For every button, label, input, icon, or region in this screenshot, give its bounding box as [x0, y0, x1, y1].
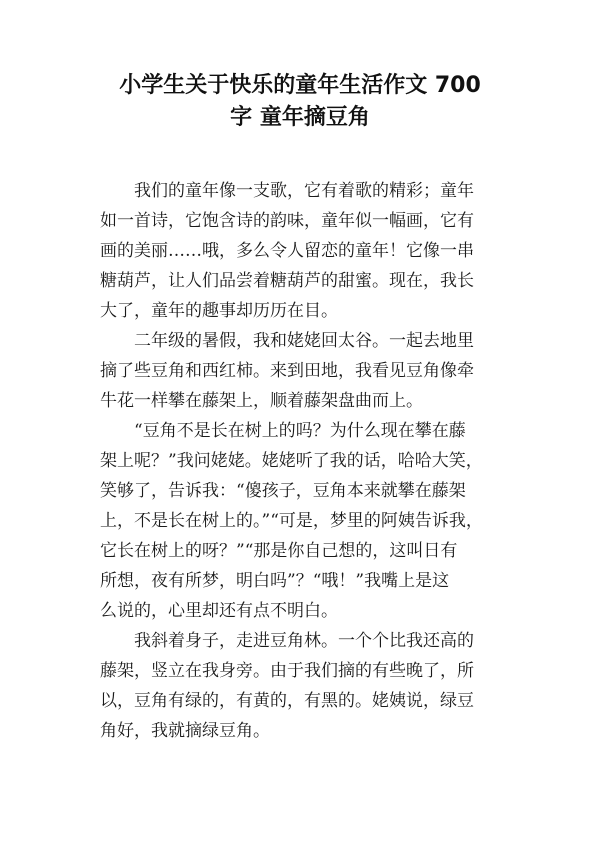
paragraph-line: 摘了些豆角和西红柿。来到田地，我看见豆角像牵	[100, 361, 474, 381]
paragraph-1	[100, 176, 510, 326]
paragraph-line: 大了，童年的趣事却历历在目。	[100, 301, 338, 321]
paragraph-line: 以，豆角有绿的，有黄的，有黑的。姥姨说，绿豆	[100, 691, 474, 711]
title-line-1: 小学生关于快乐的童年生活作文 700	[119, 73, 481, 98]
paragraph-3	[100, 416, 510, 626]
paragraph-2	[100, 326, 510, 416]
article-body	[100, 176, 510, 746]
paragraph-line: 画的美丽……哦，多么令人留恋的童年！它像一串	[100, 241, 474, 261]
paragraph-line: 我斜着身子，走进豆角林。一个个比我还高的	[134, 631, 474, 651]
paragraph-line: 糖葫芦，让人们品尝着糖葫芦的甜蜜。现在，我长	[100, 271, 474, 291]
paragraph-line: 它长在树上的呀？”“那是你自己想的，这叫日有	[100, 541, 458, 561]
paragraph-line: 角好，我就摘绿豆角。	[100, 721, 270, 741]
title-line-2: 字 童年摘豆角	[230, 105, 370, 130]
paragraph-line: 牛花一样攀在藤架上，顺着藤架盘曲而上。	[100, 391, 423, 411]
document-title	[80, 70, 520, 134]
paragraph-line: 么说的，心里却还有点不明白。	[100, 601, 338, 621]
paragraph-line: 笑够了，告诉我：“傻孩子，豆角本来就攀在藤架	[100, 481, 466, 501]
paragraph-line: “豆角不是长在树上的吗？为什么现在攀在藤	[134, 421, 466, 441]
paragraph-line: 我们的童年像一支歌，它有着歌的精彩；童年	[134, 181, 474, 201]
paragraph-line: 架上呢？”我问姥姥。姥姥听了我的话，哈哈大笑，	[100, 451, 483, 471]
paragraph-line: 二年级的暑假，我和姥姥回太谷。一起去地里	[134, 331, 474, 351]
paragraph-line: 如一首诗，它饱含诗的韵味，童年似一幅画，它有	[100, 211, 474, 231]
paragraph-4	[100, 626, 510, 746]
paragraph-line: 所想，夜有所梦，明白吗”？“哦！”我嘴上是这	[100, 571, 450, 591]
paragraph-line: 藤架，竖立在我身旁。由于我们摘的有些晚了，所	[100, 661, 474, 681]
paragraph-line: 上，不是长在树上的。”“可是，梦里的阿姨告诉我，	[100, 511, 483, 531]
